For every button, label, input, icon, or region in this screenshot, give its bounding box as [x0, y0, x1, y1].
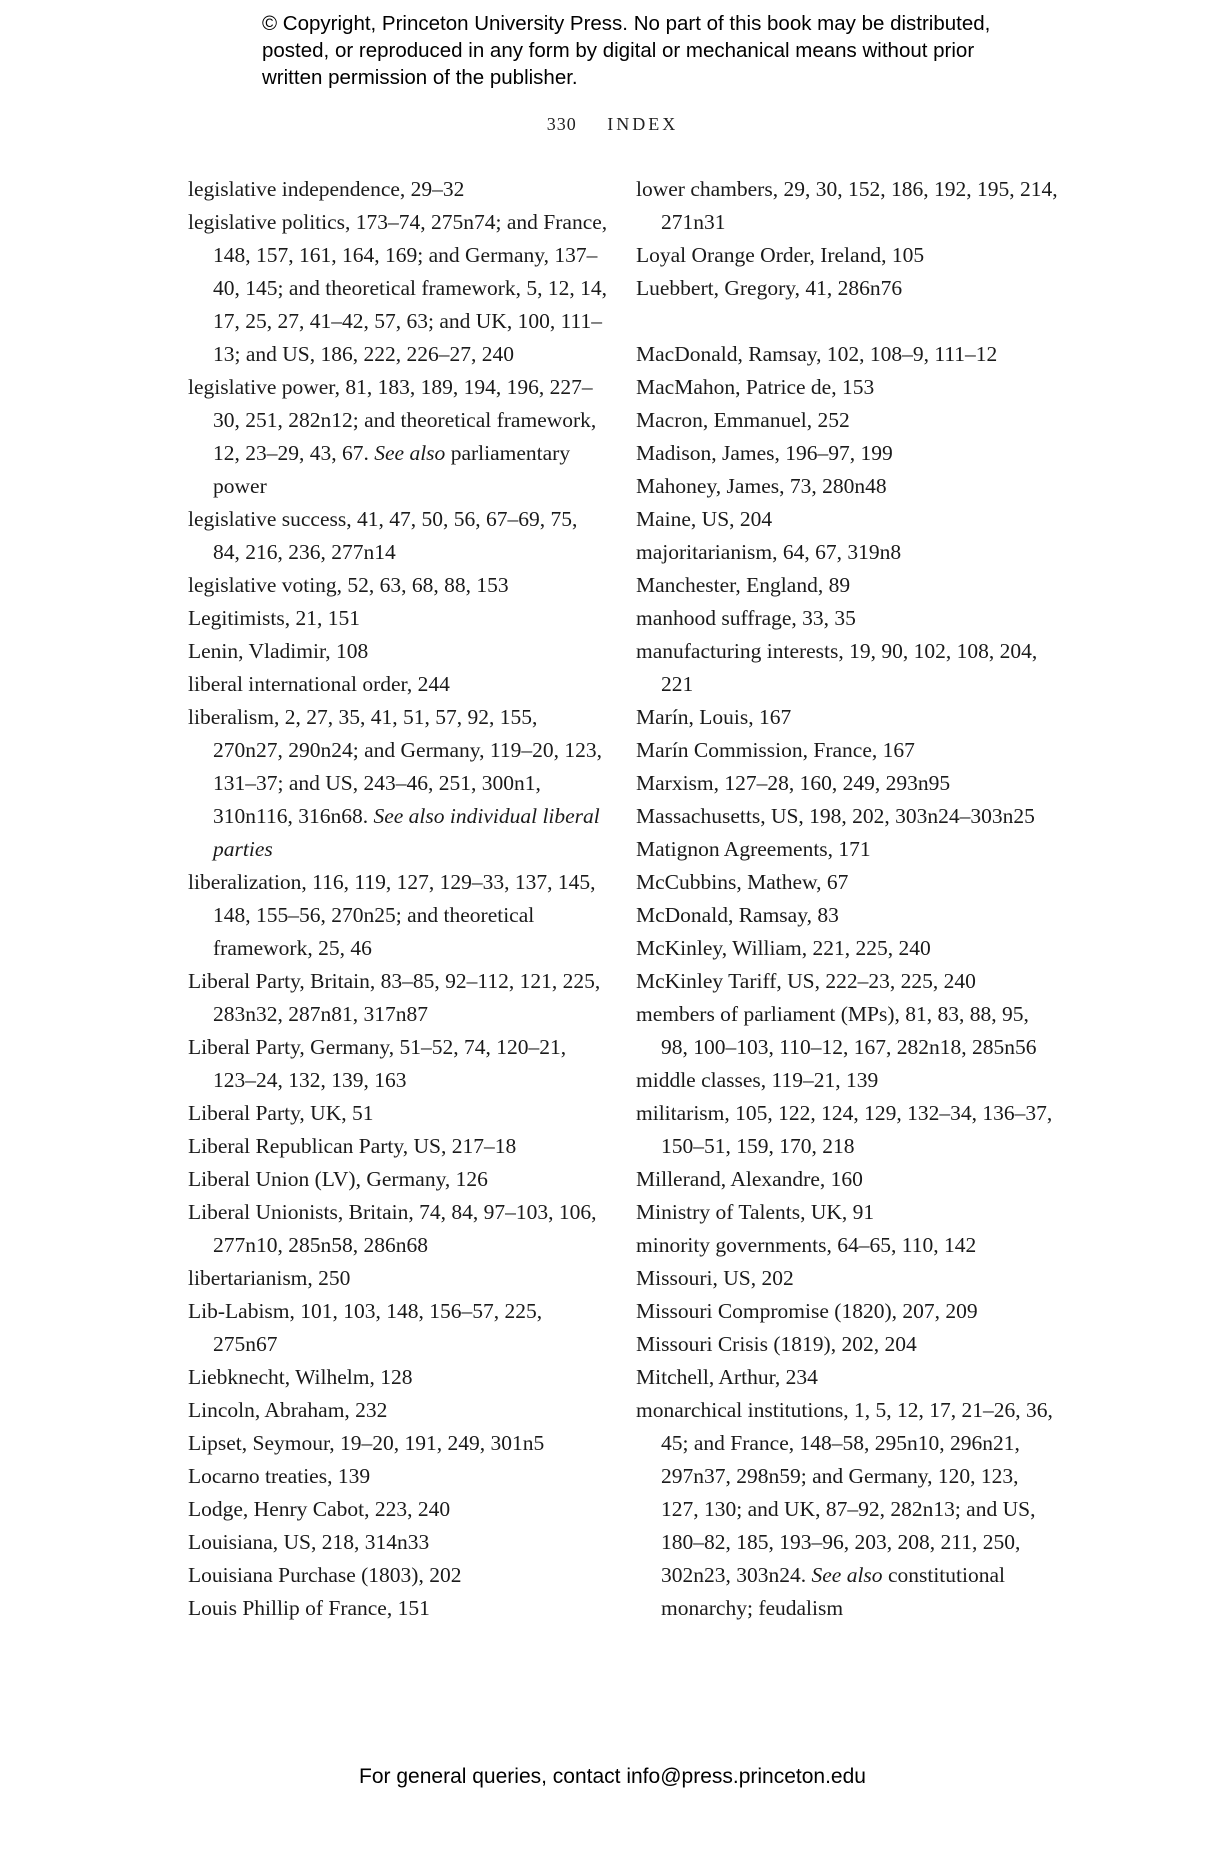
index-entry-text: Louisiana, US, 218, 314n33 — [188, 1530, 430, 1554]
index-entry-text: Liberal Party, Britain, 83–85, 92–112, 121, 225, 283n32, 287n81, 317n87 — [188, 969, 601, 1026]
index-entry — [188, 173, 608, 206]
index-entry — [636, 272, 1061, 305]
index-entry — [636, 371, 1061, 404]
index-entry — [188, 1460, 608, 1493]
index-entry-text: Maine, US, 204 — [636, 507, 773, 531]
index-entry-text: Millerand, Alexandre, 160 — [636, 1167, 863, 1191]
index-entry-text: militarism, 105, 122, 124, 129, 132–34, 136–37, 150–51, 159, 170, 218 — [636, 1101, 1053, 1158]
index-entry-text: Madison, James, 196–97, 199 — [636, 441, 893, 465]
index-entry — [188, 1394, 608, 1427]
index-entry — [188, 1493, 608, 1526]
index-entry-text: Liberal Party, UK, 51 — [188, 1101, 374, 1125]
index-entry — [636, 1196, 1061, 1229]
index-column-left — [188, 173, 608, 1625]
index-entry-text: Liebknecht, Wilhelm, 128 — [188, 1365, 413, 1389]
index-entry — [636, 998, 1061, 1064]
index-entry — [636, 239, 1061, 272]
index-entry-text: Ministry of Talents, UK, 91 — [636, 1200, 875, 1224]
index-entry — [636, 701, 1061, 734]
see-also-reference: See also — [374, 441, 446, 465]
index-entry-text: McKinley Tariff, US, 222–23, 225, 240 — [636, 969, 976, 993]
index-entry-text: legislative voting, 52, 63, 68, 88, 153 — [188, 573, 509, 597]
index-entry — [188, 503, 608, 569]
footer-contact: For general queries, contact info@press.princeton.edu — [359, 1765, 866, 1788]
index-entry — [188, 1163, 608, 1196]
index-entry — [636, 1361, 1061, 1394]
index-entry-text: Mitchell, Arthur, 234 — [636, 1365, 818, 1389]
index-entry-text: Liberal Party, Germany, 51–52, 74, 120–21, 123–24, 132, 139, 163 — [188, 1035, 567, 1092]
index-entry-text: Manchester, England, 89 — [636, 573, 851, 597]
index-entry-text: Missouri, US, 202 — [636, 1266, 794, 1290]
index-entry — [636, 1097, 1061, 1163]
index-entry-text: manhood suffrage, 33, 35 — [636, 606, 856, 630]
index-entry-text: legislative politics, 173–74, 275n74; and France, 148, 157, 161, 164, 169; and Germany, 137–40, 145; and theoretical framework, 5, 12, 14, 17, 25, 27, 41–42, 57, 63; and UK, 100, 111–13; and US, 186, 222, 226–27, 240 — [188, 210, 608, 366]
index-entry-text: McKinley, William, 221, 225, 240 — [636, 936, 931, 960]
index-entry-text: members of parliament (MPs), 81, 83, 88, 95, 98, 100–103, 110–12, 167, 282n18, 285n56 — [636, 1002, 1037, 1059]
index-entry — [636, 1229, 1061, 1262]
index-entry — [636, 173, 1061, 239]
index-entry-text: Locarno treaties, 139 — [188, 1464, 371, 1488]
index-entry-text: MacMahon, Patrice de, 153 — [636, 375, 875, 399]
index-entry — [188, 602, 608, 635]
index-entry — [188, 1526, 608, 1559]
index-entry-text: Lenin, Vladimir, 108 — [188, 639, 369, 663]
index-entry — [188, 1559, 608, 1592]
index-entry — [188, 569, 608, 602]
index-entry-text: liberalism, 2, 27, 35, 41, 51, 57, 92, 155, 270n27, 290n24; and Germany, 119–20, 123, 131–37; and US, 243–46, 251, 300n1, 310n116, 316n68. — [188, 705, 602, 828]
index-entry-text: Liberal Republican Party, US, 217–18 — [188, 1134, 517, 1158]
index-entry-text: middle classes, 119–21, 139 — [636, 1068, 879, 1092]
copyright-notice: © Copyright, Princeton University Press. No part of this book may be distributed, posted, or reproduced in any form by digital or mechanical means without prior written permission of the publisher. — [262, 12, 991, 89]
index-entry — [188, 965, 608, 1031]
index-entry-text: Louisiana Purchase (1803), 202 — [188, 1563, 462, 1587]
index-entry-text: Lodge, Henry Cabot, 223, 240 — [188, 1497, 451, 1521]
index-entry-text: McDonald, Ramsay, 83 — [636, 903, 839, 927]
index-entry — [188, 206, 608, 371]
index-entry — [636, 866, 1061, 899]
index-entry-text: Massachusetts, US, 198, 202, 303n24–303n25 — [636, 804, 1035, 828]
index-entry — [636, 1328, 1061, 1361]
see-also-reference: See also — [811, 1563, 883, 1587]
index-entry-text: Missouri Compromise (1820), 207, 209 — [636, 1299, 978, 1323]
see-also-target: parliamentary power — [213, 441, 571, 498]
index-entry-text: Liberal Unionists, Britain, 74, 84, 97–103, 106, 277n10, 285n58, 286n68 — [188, 1200, 597, 1257]
index-entry — [188, 1361, 608, 1394]
index-entry-text: McCubbins, Mathew, 67 — [636, 870, 849, 894]
index-entry-text: Matignon Agreements, 171 — [636, 837, 871, 861]
index-entry-text: libertarianism, 250 — [188, 1266, 351, 1290]
index-entry — [636, 470, 1061, 503]
index-entry-text: monarchical institutions, 1, 5, 12, 17, 21–26, 36, 45; and France, 148–58, 295n10, 296n21, 297n37, 298n59; and Germany, 120, 123, 127, 130; and UK, 87–92, 282n13; and US, 180–82, 185, 193–96, 203, 208, 211, 250, 302n23, 303n24. — [636, 1398, 1053, 1587]
index-entry-text: Marín Commission, France, 167 — [636, 738, 915, 762]
index-entry-text: Marxism, 127–28, 160, 249, 293n95 — [636, 771, 951, 795]
letter-section-gap — [636, 305, 1061, 338]
index-entry — [636, 899, 1061, 932]
index-entry-text: Luebbert, Gregory, 41, 286n76 — [636, 276, 903, 300]
section-title: INDEX — [607, 114, 679, 134]
index-entry — [636, 767, 1061, 800]
index-entry — [636, 1163, 1061, 1196]
index-entry — [636, 965, 1061, 998]
index-entry — [188, 1427, 608, 1460]
running-head — [0, 114, 1225, 135]
index-entry-text: legislative power, 81, 183, 189, 194, 196, 227–30, 251, 282n12; and theoretical framework, 12, 23–29, 43, 67. — [188, 375, 597, 465]
index-entry — [636, 404, 1061, 437]
index-column-right — [636, 173, 1061, 1625]
index-entry-text: manufacturing interests, 19, 90, 102, 108, 204, 221 — [636, 639, 1038, 696]
index-entry — [636, 503, 1061, 536]
index-entry — [636, 734, 1061, 767]
index-entry — [188, 1592, 608, 1625]
index-entry — [636, 833, 1061, 866]
index-entry — [636, 635, 1061, 701]
index-entry — [636, 1262, 1061, 1295]
index-entry — [636, 602, 1061, 635]
index-entry — [636, 1295, 1061, 1328]
see-also-reference: See also individual liberal parties — [213, 804, 600, 861]
index-entry — [188, 701, 608, 866]
index-entry-text: Mahoney, James, 73, 280n48 — [636, 474, 887, 498]
index-entry-text: Missouri Crisis (1819), 202, 204 — [636, 1332, 917, 1356]
index-entry — [188, 668, 608, 701]
index-entry-text: lower chambers, 29, 30, 152, 186, 192, 195, 214, 271n31 — [636, 177, 1058, 234]
index-entry-text: Legitimists, 21, 151 — [188, 606, 360, 630]
index-entry-text: majoritarianism, 64, 67, 319n8 — [636, 540, 902, 564]
index-entry-text: MacDonald, Ramsay, 102, 108–9, 111–12 — [636, 342, 998, 366]
index-entry — [188, 1196, 608, 1262]
index-entry-text: liberalization, 116, 119, 127, 129–33, 137, 145, 148, 155–56, 270n25; and theoretical framework, 25, 46 — [188, 870, 596, 960]
index-entry-text: Marín, Louis, 167 — [636, 705, 792, 729]
index-entry-text: liberal international order, 244 — [188, 672, 450, 696]
index-entry — [188, 866, 608, 965]
index-entry — [636, 536, 1061, 569]
page-number: 330 — [546, 114, 577, 134]
index-entry-text: Lipset, Seymour, 19–20, 191, 249, 301n5 — [188, 1431, 545, 1455]
index-entry-text: Lib-Labism, 101, 103, 148, 156–57, 225, 275n67 — [188, 1299, 543, 1356]
index-entry — [636, 437, 1061, 470]
index-entry — [636, 1064, 1061, 1097]
index-entry — [188, 371, 608, 503]
index-entry — [188, 1097, 608, 1130]
index-entry-text: legislative independence, 29–32 — [188, 177, 465, 201]
index-entry-text: legislative success, 41, 47, 50, 56, 67–69, 75, 84, 216, 236, 277n14 — [188, 507, 578, 564]
index-entry-text: Liberal Union (LV), Germany, 126 — [188, 1167, 488, 1191]
index-entry-text: Louis Phillip of France, 151 — [188, 1596, 430, 1620]
index-entry — [636, 800, 1061, 833]
index-entry-text: Lincoln, Abraham, 232 — [188, 1398, 388, 1422]
index-entry — [636, 932, 1061, 965]
index-entry — [188, 1295, 608, 1361]
index-entry — [636, 338, 1061, 371]
index-entry — [188, 635, 608, 668]
index-entry-text: Loyal Orange Order, Ireland, 105 — [636, 243, 925, 267]
index-entry — [188, 1262, 608, 1295]
index-entry — [188, 1031, 608, 1097]
index-entry — [636, 1394, 1061, 1625]
index-entry-text: Macron, Emmanuel, 252 — [636, 408, 850, 432]
index-entry — [636, 569, 1061, 602]
index-entry-text: minority governments, 64–65, 110, 142 — [636, 1233, 977, 1257]
see-also-target: constitutional monarchy; feudalism — [661, 1563, 1005, 1620]
index-entry — [188, 1130, 608, 1163]
